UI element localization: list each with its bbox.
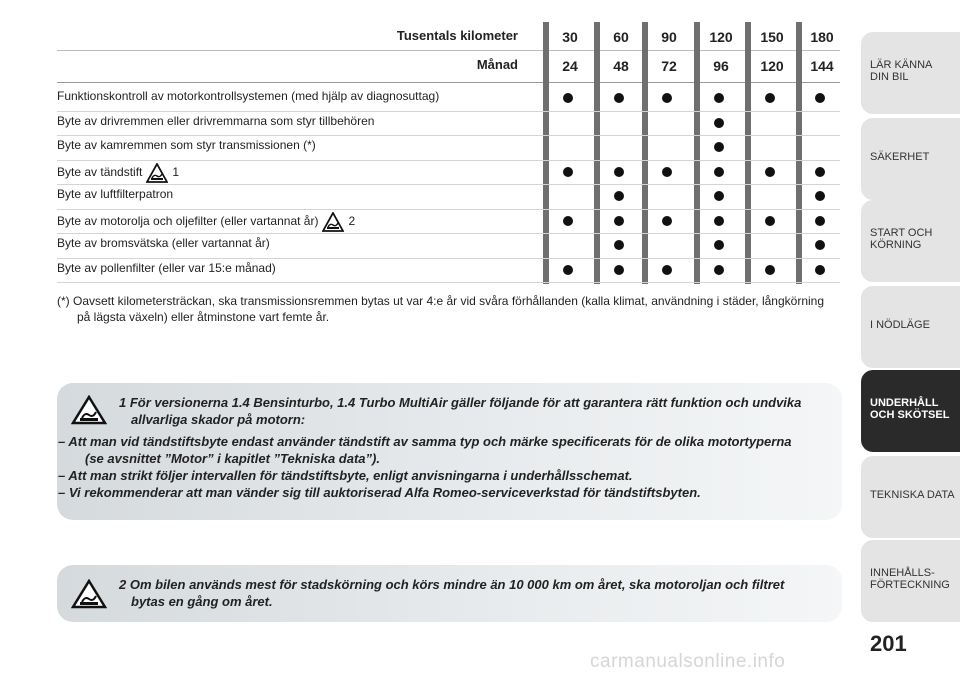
service-mark-dot bbox=[714, 118, 724, 128]
note-reference: 2 bbox=[348, 213, 356, 228]
service-mark-dot bbox=[563, 216, 573, 226]
service-mark-dot bbox=[714, 240, 724, 250]
row-label: Byte av motorolja och oljefilter (eller vartannat år) 2 bbox=[57, 212, 355, 232]
service-mark-dot bbox=[714, 191, 724, 201]
watermark: carmanualsonline.info bbox=[590, 651, 786, 672]
row-divider bbox=[57, 233, 840, 234]
service-mark-dot bbox=[714, 142, 724, 152]
note-box-1 bbox=[57, 383, 842, 520]
sidebar-tab[interactable] bbox=[861, 540, 960, 622]
note-2-line: bytas en gång om året. bbox=[131, 594, 273, 609]
header-month-value: 120 bbox=[760, 58, 784, 74]
row-label: Byte av kamremmen som styr transmissionen (*) bbox=[57, 138, 316, 152]
service-mark-dot bbox=[614, 93, 624, 103]
service-mark-dot bbox=[815, 191, 825, 201]
row-label: Funktionskontroll av motorkontrollsystemen (med hjälp av diagnosuttag) bbox=[57, 89, 440, 103]
page-number: 201 bbox=[870, 631, 907, 656]
header-km-value: 150 bbox=[760, 29, 784, 45]
service-mark-dot bbox=[815, 240, 825, 250]
footnote bbox=[57, 293, 840, 325]
sidebar-tab[interactable] bbox=[861, 370, 960, 452]
header-km-value: 120 bbox=[709, 29, 733, 45]
header-month-value: 96 bbox=[713, 58, 729, 74]
service-mark-dot bbox=[765, 265, 775, 275]
service-mark-dot bbox=[765, 93, 775, 103]
service-mark-dot bbox=[815, 167, 825, 177]
service-mark-dot bbox=[614, 191, 624, 201]
service-mark-dot bbox=[662, 167, 672, 177]
service-mark-dot bbox=[714, 265, 724, 275]
service-mark-dot bbox=[662, 265, 672, 275]
service-mark-dot bbox=[614, 265, 624, 275]
warning-triangle-icon bbox=[71, 579, 107, 609]
service-mark-dot bbox=[815, 265, 825, 275]
note-1-line: 1 För versionerna 1.4 Bensinturbo, 1.4 Turbo MultiAir gäller följande för att garantera rätt funktion och undvika bbox=[119, 395, 802, 410]
sidebar-tab-label: SÄKERHET bbox=[870, 151, 930, 163]
service-mark-dot bbox=[563, 167, 573, 177]
header-km-value: 90 bbox=[661, 29, 677, 45]
service-mark-dot bbox=[563, 93, 573, 103]
note-1-line: allvarliga skador på motorn: bbox=[131, 412, 306, 427]
row-divider bbox=[57, 160, 840, 161]
note-reference: 1 bbox=[172, 164, 180, 179]
row-divider bbox=[57, 135, 840, 136]
service-mark-dot bbox=[614, 216, 624, 226]
row-divider bbox=[57, 209, 840, 210]
sidebar-tab[interactable] bbox=[861, 456, 960, 538]
row-label: Byte av pollenfilter (eller var 15:e månad) bbox=[57, 260, 276, 275]
service-mark-dot bbox=[714, 216, 724, 226]
sidebar-tab-label: UNDERHÅLL OCH SKÖTSEL bbox=[870, 397, 950, 421]
row-label: Byte av luftfilterpatron bbox=[57, 187, 174, 201]
warning-triangle-icon bbox=[146, 163, 168, 183]
sidebar-tab-label: I NÖDLÄGE bbox=[870, 319, 930, 331]
warning-triangle-icon bbox=[322, 212, 344, 232]
header-km-value: 180 bbox=[810, 29, 834, 45]
header-km-value: 60 bbox=[613, 29, 629, 45]
note-1-line: – Att man strikt följer intervallen för tändstiftsbyte, enligt anvisningarna i underhållsschemat. bbox=[58, 468, 633, 483]
row-label: Byte av drivremmen eller drivremmarna som styr tillbehören bbox=[57, 113, 375, 128]
header-month-value: 48 bbox=[613, 58, 629, 74]
service-mark-dot bbox=[815, 216, 825, 226]
footnote-line-2: på lägsta växeln) eller åtminstone vart femte år. bbox=[77, 310, 330, 324]
note-2-line: 2 Om bilen används mest för stadskörning och körs mindre än 10 000 km om året, ska motoroljan och filtret bbox=[119, 577, 785, 592]
row-divider bbox=[57, 282, 840, 283]
sidebar-tab[interactable] bbox=[861, 286, 960, 368]
service-mark-dot bbox=[614, 240, 624, 250]
footnote-line-1: (*) Oavsett kilometersträckan, ska transmissionsremmen bytas ut var 4:e år vid svåra förhållanden (kalla klimat, användning i städer, långkörning bbox=[57, 294, 825, 308]
warning-triangle-icon bbox=[71, 395, 107, 425]
sidebar-tab[interactable] bbox=[861, 118, 960, 200]
header-km-value: 30 bbox=[562, 29, 578, 45]
sidebar-tab-label: START OCH KÖRNING bbox=[870, 227, 933, 251]
service-mark-dot bbox=[815, 93, 825, 103]
sidebar-tab-label: LÄR KÄNNA DIN BIL bbox=[870, 59, 933, 83]
row-label: Byte av bromsvätska (eller vartannat år) bbox=[57, 236, 270, 250]
note-1-bullets bbox=[58, 433, 832, 501]
service-mark-dot bbox=[662, 93, 672, 103]
note-box-2 bbox=[57, 565, 842, 622]
note-1-text bbox=[119, 394, 832, 428]
service-mark-dot bbox=[614, 167, 624, 177]
sidebar-tab-label: TEKNISKA DATA bbox=[870, 489, 955, 501]
row-divider bbox=[57, 111, 840, 112]
row-label: Byte av tändstift 1 bbox=[57, 163, 179, 183]
sidebar-tab[interactable] bbox=[861, 200, 960, 282]
row-divider bbox=[57, 184, 840, 185]
header-month-value: 144 bbox=[810, 58, 834, 74]
sidebar-tab-label: INNEHÅLLS- FÖRTECKNING bbox=[870, 567, 950, 591]
service-mark-dot bbox=[714, 167, 724, 177]
header-month-label: Månad bbox=[476, 57, 518, 72]
header-month-value: 24 bbox=[562, 58, 578, 74]
sidebar-tab[interactable] bbox=[861, 32, 960, 114]
service-mark-dot bbox=[563, 265, 573, 275]
chapter-sidebar bbox=[861, 0, 960, 677]
row-divider bbox=[57, 258, 840, 259]
header-month-value: 72 bbox=[661, 58, 677, 74]
note-1-line: – Att man vid tändstiftsbyte endast använder tändstift av samma typ och märke specificerats för de olika motortyperna bbox=[58, 434, 792, 449]
header-bottom-divider bbox=[57, 82, 840, 83]
header-km-label: Tusentals kilometer bbox=[396, 28, 518, 43]
note-2-text bbox=[119, 576, 832, 610]
note-1-line: (se avsnittet ”Motor” i kapitlet ”Tekniska data”). bbox=[85, 451, 380, 466]
service-mark-dot bbox=[765, 167, 775, 177]
note-1-line: – Vi rekommenderar att man vänder sig till auktoriserad Alfa Romeo-serviceverkstad för tändstiftsbyten. bbox=[58, 485, 701, 500]
header-divider bbox=[57, 50, 840, 51]
service-mark-dot bbox=[662, 216, 672, 226]
service-mark-dot bbox=[714, 93, 724, 103]
service-mark-dot bbox=[765, 216, 775, 226]
